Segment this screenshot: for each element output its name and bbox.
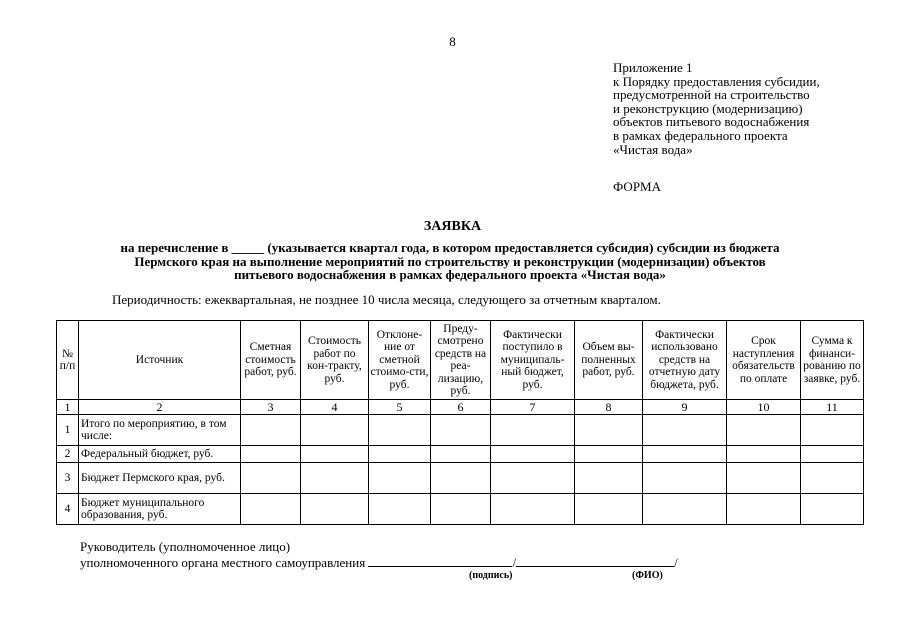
table-row [57, 415, 864, 446]
appendix-block [613, 61, 893, 156]
empty-cell[interactable] [643, 415, 727, 446]
empty-cell[interactable] [301, 463, 369, 494]
column-number: 9 [643, 400, 727, 415]
empty-cell[interactable] [241, 494, 301, 525]
empty-cell[interactable] [643, 494, 727, 525]
row-source: Итого по мероприятию, в том числе: [79, 415, 241, 446]
column-number: 4 [301, 400, 369, 415]
subtitle-line: питьевого водоснабжения в рамках федерального проекта «Чистая вода» [234, 267, 666, 282]
signature-separator: / [674, 554, 678, 570]
row-source: Бюджет Пермского края, руб. [79, 463, 241, 494]
empty-cell[interactable] [369, 494, 431, 525]
page-number: 8 [449, 34, 456, 49]
header-cell: Объем вы-полненных работ, руб. [575, 321, 643, 400]
column-number: 3 [241, 400, 301, 415]
table-header-row [57, 321, 864, 400]
empty-cell[interactable] [643, 463, 727, 494]
column-number: 5 [369, 400, 431, 415]
empty-cell[interactable] [491, 494, 575, 525]
signature-block [80, 540, 678, 570]
header-cell: Фактически поступило в муниципаль-ный бюджет, руб. [491, 321, 575, 400]
appendix-line: Приложение 1 [613, 60, 693, 75]
row-number: 2 [57, 446, 79, 463]
header-cell: Отклоне-ние от сметной стоимо-сти, руб. [369, 321, 431, 400]
empty-cell[interactable] [431, 463, 491, 494]
empty-cell[interactable] [727, 494, 801, 525]
column-number: 1 [57, 400, 79, 415]
table-row [57, 494, 864, 525]
column-number: 7 [491, 400, 575, 415]
form-label: ФОРМА [613, 179, 661, 194]
empty-cell[interactable] [301, 415, 369, 446]
row-source: Бюджет муниципального образования, руб. [79, 494, 241, 525]
column-number: 2 [79, 400, 241, 415]
application-table [56, 320, 864, 525]
header-cell: Стоимость работ по кон-тракту, руб. [301, 321, 369, 400]
document-title: ЗАЯВКА [423, 219, 482, 234]
empty-cell[interactable] [727, 463, 801, 494]
column-number: 10 [727, 400, 801, 415]
name-field[interactable] [516, 555, 674, 567]
table-row [57, 463, 864, 494]
empty-cell[interactable] [727, 415, 801, 446]
empty-cell[interactable] [241, 463, 301, 494]
signature-separator: / [512, 554, 517, 570]
signer-organization: уполномоченного органа местного самоуправления [80, 554, 366, 570]
header-cell: Фактически использовано средств на отчетную дату бюджета, руб. [643, 321, 727, 400]
signer-title: Руководитель (уполномоченное лицо) [80, 539, 291, 554]
subtitle-line: Пермского края на выполнение мероприятий по строительству и реконструкции (модернизации) объектов [134, 253, 766, 269]
empty-cell[interactable] [491, 446, 575, 463]
row-number: 1 [57, 415, 79, 446]
table-row [57, 446, 864, 463]
header-cell: Срок наступления обязательств по оплате [727, 321, 801, 400]
empty-cell[interactable] [727, 446, 801, 463]
empty-cell[interactable] [369, 463, 431, 494]
header-cell: Сумма к финанси-рованию по заявке, руб. [801, 321, 864, 400]
column-number: 11 [801, 400, 864, 415]
empty-cell[interactable] [431, 415, 491, 446]
header-cell: № п/п [57, 321, 79, 400]
column-number: 8 [575, 400, 643, 415]
empty-cell[interactable] [801, 446, 864, 463]
empty-cell[interactable] [575, 463, 643, 494]
row-number: 3 [57, 463, 79, 494]
empty-cell[interactable] [241, 446, 301, 463]
appendix-line: предусмотренной на строительство [613, 87, 810, 103]
appendix-line: в рамках федерального проекта [613, 127, 788, 143]
empty-cell[interactable] [369, 415, 431, 446]
empty-cell[interactable] [301, 446, 369, 463]
column-number: 6 [431, 400, 491, 415]
empty-cell[interactable] [241, 415, 301, 446]
appendix-line: «Чистая вода» [613, 141, 693, 157]
row-source: Федеральный бюджет, руб. [79, 446, 241, 463]
empty-cell[interactable] [491, 463, 575, 494]
signature-field[interactable] [368, 555, 512, 567]
appendix-line: к Порядку предоставления субсидии, [613, 73, 820, 89]
empty-cell[interactable] [801, 494, 864, 525]
empty-cell[interactable] [575, 415, 643, 446]
empty-cell[interactable] [643, 446, 727, 463]
signature-caption: (подпись) [469, 570, 513, 581]
empty-cell[interactable] [369, 446, 431, 463]
empty-cell[interactable] [801, 415, 864, 446]
row-number: 4 [57, 494, 79, 525]
empty-cell[interactable] [575, 494, 643, 525]
appendix-line: объектов питьевого водоснабжения [613, 114, 810, 130]
header-cell: Сметная стоимость работ, руб. [241, 321, 301, 400]
document-subtitle [60, 241, 840, 282]
empty-cell[interactable] [301, 494, 369, 525]
empty-cell[interactable] [431, 446, 491, 463]
periodicity-note: Периодичность: ежеквартальная, не позднее 10 числа месяца, следующего за отчетным кварталом. [112, 292, 661, 307]
empty-cell[interactable] [575, 446, 643, 463]
column-number-row [57, 400, 864, 415]
appendix-line: и реконструкцию (модернизацию) [613, 100, 803, 116]
header-cell: Источник [79, 321, 241, 400]
header-cell: Преду-смотрено средств на реа-лизацию, руб. [431, 321, 491, 400]
signer-organization-line [80, 555, 678, 571]
subtitle-line: на перечисление в _____ (указывается квартал года, в котором предоставляется субсидия) субсидии из бюджета [120, 240, 780, 255]
empty-cell[interactable] [801, 463, 864, 494]
empty-cell[interactable] [491, 415, 575, 446]
empty-cell[interactable] [431, 494, 491, 525]
name-caption: (ФИО) [632, 570, 663, 581]
